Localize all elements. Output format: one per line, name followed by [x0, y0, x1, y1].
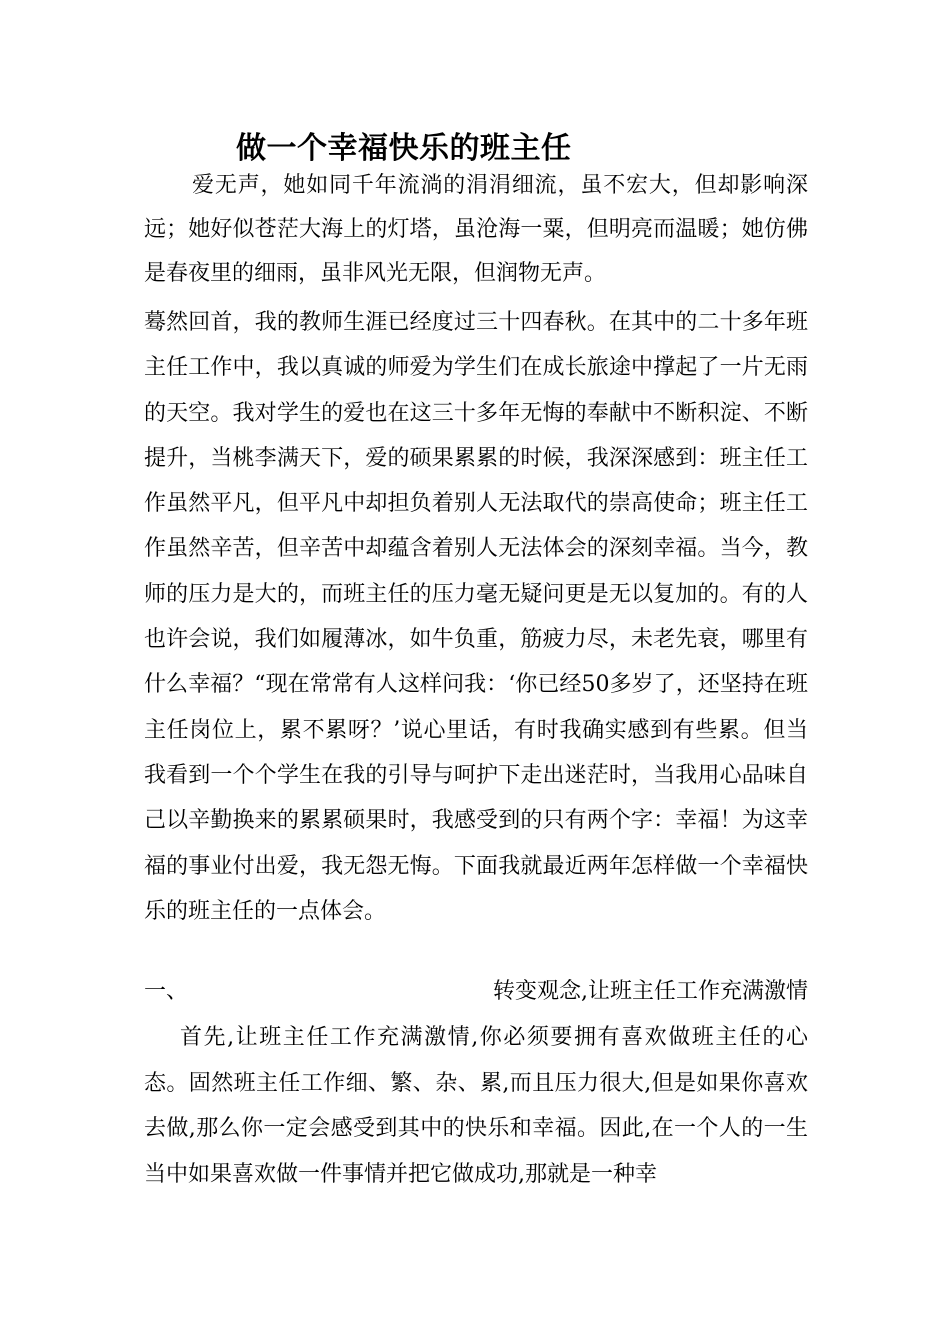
- section-heading-text: 转变观念,让班主任工作充满激情: [493, 979, 808, 1004]
- section-number: 一、: [144, 979, 189, 1004]
- section-heading: [144, 970, 808, 1014]
- section-paragraph: 首先,让班主任工作充满激情,你必须要拥有喜欢做班主任的心态。固然班主任工作细、繁、杂、累,而且压力很大,但是如果你喜欢去做,那么你一定会感受到其中的快乐和幸福。因此,在一个人的一生当中如果喜欢做一件事情并把它做成功,那就是一种幸: [144, 1025, 808, 1187]
- document-title: 做一个幸福快乐的班主任: [236, 131, 572, 166]
- intro-paragraph: 爱无声，她如同千年流淌的涓涓细流，虽不宏大，但却影响深远；她好似苍茫大海上的灯塔，虽沧海一粟，但明亮而温暖；她仿佛是春夜里的细雨，虽非风光无限，但润物无声。: [144, 173, 808, 286]
- body-paragraph: 蓦然回首，我的教师生涯已经度过三十四春秋。在其中的二十多年班主任工作中，我以真诚的师爱为学生们在成长旅途中撑起了一片无雨的天空。我对学生的爱也在这三十多年无悔的奉献中不断积淀、不断提升，当桃李满天下，爱的硕果累累的时候，我深深感到：班主任工作虽然平凡，但平凡中却担负着别人无法取代的崇高使命；班主任工作虽然辛苦，但辛苦中却蕴含着别人无法体会的深刻幸福。当今，教师的压力是大的，而班主任的压力毫无疑问更是无以复加的。有的人也许会说，我们如履薄冰，如牛负重，筋疲力尽，未老先衰，哪里有什么幸福？“现在常常有人这样问我：‘你已经50多岁了，还坚持在班主任岗位上，累不累呀？’说心里话，有时我确实感到有些累。但当我看到一个个学生在我的引导与呵护下走出迷茫时，当我用心品味自己以辛勤换来的累累硕果时，我感受到的只有两个字：幸福！为这幸福的事业付出爱，我无怨无悔。下面我就最近两年怎样做一个幸福快乐的班主任的一点体会。: [144, 310, 808, 924]
